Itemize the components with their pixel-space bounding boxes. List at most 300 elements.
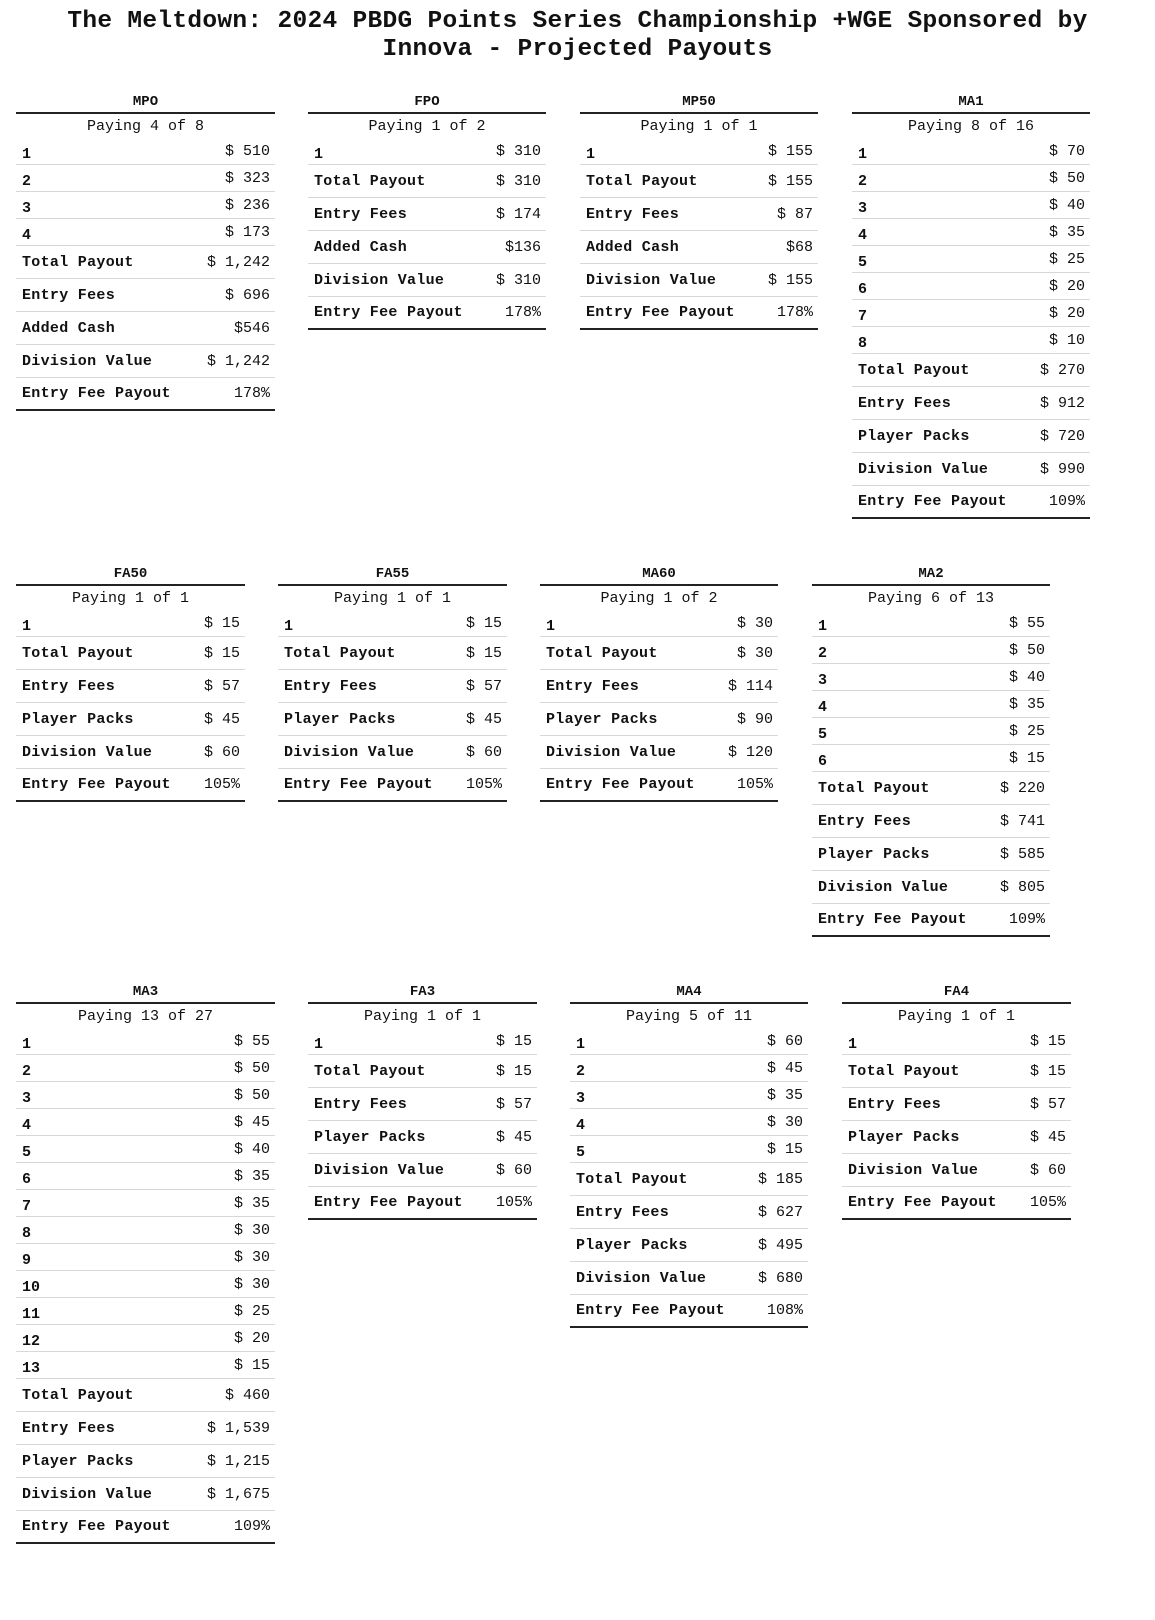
division-name: FA55 xyxy=(278,566,507,586)
division-table-ma2 xyxy=(812,566,1050,937)
payout-row xyxy=(852,192,1090,219)
payout-row xyxy=(852,246,1090,273)
summary-value: $ 185 xyxy=(757,1170,803,1188)
payout-amount: $ 45 xyxy=(766,1059,803,1077)
summary-label: Entry Fees xyxy=(314,1095,408,1113)
payout-amount: $ 50 xyxy=(233,1059,270,1077)
payout-amount: $ 15 xyxy=(1029,1032,1066,1050)
payout-row xyxy=(308,1028,537,1055)
payout-amount: $ 35 xyxy=(233,1194,270,1212)
division-name: FPO xyxy=(308,94,546,114)
place-number: 3 xyxy=(576,1090,586,1107)
summary-value: $ 495 xyxy=(757,1236,803,1254)
place-number: 9 xyxy=(22,1252,32,1269)
place-number: 2 xyxy=(858,173,868,190)
summary-value: $ 30 xyxy=(736,644,773,662)
place-number: 4 xyxy=(858,227,868,244)
summary-row xyxy=(16,670,245,703)
paying-count: Paying 13 of 27 xyxy=(77,1008,214,1025)
summary-label: Entry Fees xyxy=(848,1095,942,1113)
place-number: 8 xyxy=(22,1225,32,1242)
summary-value: $ 741 xyxy=(999,812,1045,830)
summary-label: Total Payout xyxy=(586,172,698,190)
summary-value: $ 60 xyxy=(495,1161,532,1179)
summary-label: Player Packs xyxy=(284,710,396,728)
summary-label: Entry Fee Payout xyxy=(546,776,695,793)
summary-value: $ 15 xyxy=(465,644,502,662)
summary-label: Total Payout xyxy=(314,1062,426,1080)
payout-amount: $ 15 xyxy=(766,1140,803,1158)
summary-row xyxy=(540,769,778,802)
summary-value: 105% xyxy=(1029,1194,1066,1211)
payout-row xyxy=(570,1028,808,1055)
summary-value: $ 220 xyxy=(999,779,1045,797)
summary-value: $ 90 xyxy=(736,710,773,728)
summary-value: $ 270 xyxy=(1039,361,1085,379)
payout-row xyxy=(16,219,275,246)
payout-amount: $ 10 xyxy=(1048,331,1085,349)
summary-row xyxy=(540,736,778,769)
place-number: 8 xyxy=(858,335,868,352)
summary-row xyxy=(308,1055,537,1088)
payout-row xyxy=(812,637,1050,664)
summary-value: $ 15 xyxy=(1029,1062,1066,1080)
summary-value: $ 87 xyxy=(776,205,813,223)
payout-amount: $ 323 xyxy=(224,169,270,187)
payout-row xyxy=(570,1055,808,1082)
summary-label: Total Payout xyxy=(546,644,658,662)
summary-value: $ 45 xyxy=(495,1128,532,1146)
summary-label: Entry Fee Payout xyxy=(22,1518,171,1535)
summary-value: $ 57 xyxy=(203,677,240,695)
summary-label: Total Payout xyxy=(22,644,134,662)
paying-count: Paying 1 of 1 xyxy=(71,590,190,607)
summary-row xyxy=(570,1262,808,1295)
place-number: 4 xyxy=(22,1117,32,1134)
summary-label: Entry Fees xyxy=(546,677,640,695)
place-number: 1 xyxy=(586,146,596,163)
summary-row xyxy=(308,1088,537,1121)
summary-value: $ 60 xyxy=(465,743,502,761)
summary-row xyxy=(580,264,818,297)
summary-value: 108% xyxy=(766,1302,803,1319)
place-number: 4 xyxy=(22,227,32,244)
payout-amount: $ 70 xyxy=(1048,142,1085,160)
division-table-fa55 xyxy=(278,566,507,802)
place-number: 5 xyxy=(818,726,828,743)
summary-value: $ 720 xyxy=(1039,427,1085,445)
summary-row xyxy=(570,1163,808,1196)
payout-amount: $ 35 xyxy=(1048,223,1085,241)
payout-amount: $ 35 xyxy=(233,1167,270,1185)
payout-amount: $ 20 xyxy=(1048,304,1085,322)
division-table-fa4 xyxy=(842,984,1071,1220)
payout-amount: $ 236 xyxy=(224,196,270,214)
payout-row xyxy=(308,138,546,165)
summary-label: Entry Fee Payout xyxy=(586,304,735,321)
payout-row xyxy=(852,219,1090,246)
payout-amount: $ 40 xyxy=(1048,196,1085,214)
summary-label: Entry Fees xyxy=(818,812,912,830)
division-table-fpo xyxy=(308,94,546,330)
payout-row xyxy=(16,1055,275,1082)
paying-count: Paying 1 of 2 xyxy=(368,118,486,135)
summary-row xyxy=(842,1187,1071,1220)
summary-label: Division Value xyxy=(22,352,153,370)
summary-row xyxy=(16,1379,275,1412)
summary-value: $ 310 xyxy=(495,172,541,190)
summary-row xyxy=(842,1121,1071,1154)
summary-row xyxy=(812,838,1050,871)
summary-label: Division Value xyxy=(576,1269,707,1287)
payout-row xyxy=(852,327,1090,354)
summary-row xyxy=(16,378,275,411)
summary-value: $ 627 xyxy=(757,1203,803,1221)
summary-value: $ 460 xyxy=(224,1386,270,1404)
place-number: 1 xyxy=(22,1036,32,1053)
payout-amount: $ 60 xyxy=(766,1032,803,1050)
summary-label: Total Payout xyxy=(284,644,396,662)
division-table-mp50 xyxy=(580,94,818,330)
summary-label: Entry Fees xyxy=(22,1419,116,1437)
place-number: 11 xyxy=(22,1306,41,1323)
summary-label: Entry Fee Payout xyxy=(858,493,1007,510)
summary-label: Division Value xyxy=(586,271,717,289)
payout-amount: $ 25 xyxy=(1048,250,1085,268)
summary-label: Player Packs xyxy=(22,1452,134,1470)
summary-label: Added Cash xyxy=(314,238,408,256)
place-number: 1 xyxy=(848,1036,858,1053)
summary-row xyxy=(308,1121,537,1154)
summary-label: Entry Fees xyxy=(314,205,408,223)
summary-label: Division Value xyxy=(314,271,445,289)
summary-label: Division Value xyxy=(22,1485,153,1503)
payout-amount: $ 40 xyxy=(233,1140,270,1158)
summary-row xyxy=(852,354,1090,387)
payout-row xyxy=(570,1136,808,1163)
summary-value: 105% xyxy=(495,1194,532,1211)
summary-row xyxy=(16,345,275,378)
paying-count: Paying 6 of 13 xyxy=(867,590,995,607)
payout-row xyxy=(16,1163,275,1190)
payout-row xyxy=(16,1109,275,1136)
payout-row xyxy=(16,1352,275,1379)
payout-amount: $ 15 xyxy=(495,1032,532,1050)
place-number: 2 xyxy=(576,1063,586,1080)
division-name: MPO xyxy=(16,94,275,114)
payout-amount: $ 55 xyxy=(1008,614,1045,632)
place-number: 3 xyxy=(858,200,868,217)
summary-row xyxy=(308,1154,537,1187)
division-table-ma3 xyxy=(16,984,275,1544)
summary-value: $ 120 xyxy=(727,743,773,761)
summary-value: $ 1,242 xyxy=(206,352,270,370)
summary-value: $ 310 xyxy=(495,271,541,289)
payout-row xyxy=(16,1082,275,1109)
division-table-ma4 xyxy=(570,984,808,1328)
payout-amount: $ 30 xyxy=(233,1248,270,1266)
paying-count: Paying 1 of 1 xyxy=(640,118,758,135)
payout-amount: $ 30 xyxy=(736,614,773,632)
summary-row xyxy=(812,772,1050,805)
summary-row xyxy=(540,670,778,703)
summary-label: Entry Fee Payout xyxy=(314,304,463,321)
summary-label: Player Packs xyxy=(314,1128,426,1146)
division-table-mpo xyxy=(16,94,275,411)
summary-row xyxy=(308,165,546,198)
summary-row xyxy=(540,637,778,670)
summary-row xyxy=(812,904,1050,937)
summary-row xyxy=(308,231,546,264)
summary-row xyxy=(16,246,275,279)
summary-label: Division Value xyxy=(314,1161,445,1179)
summary-label: Added Cash xyxy=(22,319,116,337)
page-title-line-1: The Meltdown: 2024 PBDG Points Series Championship +WGE Sponsored by xyxy=(67,8,1088,35)
summary-value: $ 1,675 xyxy=(206,1485,270,1503)
summary-label: Total Payout xyxy=(848,1062,960,1080)
summary-row xyxy=(570,1196,808,1229)
place-number: 1 xyxy=(22,146,32,163)
summary-row xyxy=(852,453,1090,486)
summary-row xyxy=(540,703,778,736)
division-table-fa3 xyxy=(308,984,537,1220)
division-name: MA2 xyxy=(812,566,1050,586)
place-number: 1 xyxy=(818,618,828,635)
summary-value: $ 57 xyxy=(1029,1095,1066,1113)
payout-row xyxy=(540,610,778,637)
summary-label: Entry Fee Payout xyxy=(22,385,171,402)
summary-value: $ 57 xyxy=(495,1095,532,1113)
place-number: 7 xyxy=(858,308,868,325)
payout-amount: $ 20 xyxy=(233,1329,270,1347)
summary-row xyxy=(580,198,818,231)
summary-row xyxy=(308,297,546,330)
summary-row xyxy=(842,1055,1071,1088)
summary-label: Entry Fee Payout xyxy=(576,1302,725,1319)
payout-amount: $ 15 xyxy=(203,614,240,632)
division-table-fa50 xyxy=(16,566,245,802)
payout-row xyxy=(812,610,1050,637)
summary-value: $ 114 xyxy=(727,677,773,695)
summary-row xyxy=(570,1229,808,1262)
summary-label: Entry Fee Payout xyxy=(314,1194,463,1211)
summary-label: Entry Fee Payout xyxy=(848,1194,997,1211)
payout-amount: $ 40 xyxy=(1008,668,1045,686)
payout-row xyxy=(16,1325,275,1352)
division-name: FA3 xyxy=(308,984,537,1004)
summary-label: Entry Fees xyxy=(22,286,116,304)
summary-label: Player Packs xyxy=(818,845,930,863)
payout-amount: $ 55 xyxy=(233,1032,270,1050)
summary-row xyxy=(278,769,507,802)
division-table-ma1 xyxy=(852,94,1090,519)
summary-row xyxy=(16,736,245,769)
payout-amount: $ 15 xyxy=(465,614,502,632)
summary-row xyxy=(570,1295,808,1328)
summary-row xyxy=(16,279,275,312)
payout-amount: $ 15 xyxy=(1008,749,1045,767)
payout-row xyxy=(812,691,1050,718)
summary-row xyxy=(278,736,507,769)
summary-row xyxy=(16,1478,275,1511)
summary-value: $ 1,539 xyxy=(206,1419,270,1437)
place-number: 4 xyxy=(818,699,828,716)
place-number: 2 xyxy=(22,173,32,190)
summary-label: Entry Fee Payout xyxy=(22,776,171,793)
paying-count: Paying 1 of 1 xyxy=(897,1008,1016,1025)
summary-value: 109% xyxy=(1048,493,1085,510)
summary-value: $ 696 xyxy=(224,286,270,304)
payout-amount: $ 50 xyxy=(1048,169,1085,187)
summary-value: $ 15 xyxy=(203,644,240,662)
paying-count: Paying 8 of 16 xyxy=(907,118,1035,135)
summary-row xyxy=(16,1445,275,1478)
payout-amount: $ 510 xyxy=(224,142,270,160)
summary-label: Total Payout xyxy=(818,779,930,797)
place-number: 6 xyxy=(818,753,828,770)
summary-label: Entry Fees xyxy=(586,205,680,223)
place-number: 1 xyxy=(284,618,294,635)
payout-row xyxy=(570,1082,808,1109)
payout-row xyxy=(16,1136,275,1163)
summary-label: Added Cash xyxy=(586,238,680,256)
summary-label: Division Value xyxy=(22,743,153,761)
paying-count: Paying 5 of 11 xyxy=(625,1008,753,1025)
summary-label: Player Packs xyxy=(22,710,134,728)
summary-value: $ 912 xyxy=(1039,394,1085,412)
summary-label: Player Packs xyxy=(546,710,658,728)
summary-label: Total Payout xyxy=(858,361,970,379)
division-table-ma60 xyxy=(540,566,778,802)
summary-label: Player Packs xyxy=(858,427,970,445)
paying-count: Paying 1 of 2 xyxy=(600,590,718,607)
summary-value: $ 174 xyxy=(495,205,541,223)
summary-value: 178% xyxy=(776,304,813,321)
division-name: FA4 xyxy=(842,984,1071,1004)
summary-label: Division Value xyxy=(858,460,989,478)
summary-row xyxy=(278,703,507,736)
summary-row xyxy=(812,805,1050,838)
summary-row xyxy=(16,1511,275,1544)
payout-amount: $ 25 xyxy=(1008,722,1045,740)
place-number: 7 xyxy=(22,1198,32,1215)
payout-row xyxy=(16,1028,275,1055)
summary-row xyxy=(580,297,818,330)
place-number: 1 xyxy=(546,618,556,635)
place-number: 12 xyxy=(22,1333,41,1350)
summary-value: 109% xyxy=(1008,911,1045,928)
payout-amount: $ 50 xyxy=(233,1086,270,1104)
payout-row xyxy=(16,1298,275,1325)
summary-row xyxy=(852,486,1090,519)
summary-value: 178% xyxy=(233,385,270,402)
summary-value: 105% xyxy=(203,776,240,793)
summary-row xyxy=(842,1154,1071,1187)
summary-value: $ 155 xyxy=(767,172,813,190)
payout-amount: $ 173 xyxy=(224,223,270,241)
payout-amount: $ 45 xyxy=(233,1113,270,1131)
payout-row xyxy=(812,664,1050,691)
payout-row xyxy=(842,1028,1071,1055)
summary-value: $ 585 xyxy=(999,845,1045,863)
summary-row xyxy=(308,198,546,231)
summary-row xyxy=(278,637,507,670)
summary-row xyxy=(812,871,1050,904)
summary-value: $ 45 xyxy=(203,710,240,728)
summary-value: $ 805 xyxy=(999,878,1045,896)
payout-row xyxy=(852,138,1090,165)
summary-label: Division Value xyxy=(546,743,677,761)
summary-row xyxy=(308,1187,537,1220)
place-number: 2 xyxy=(22,1063,32,1080)
summary-row xyxy=(16,1412,275,1445)
payout-amount: $ 30 xyxy=(766,1113,803,1131)
payout-row xyxy=(16,165,275,192)
place-number: 5 xyxy=(576,1144,586,1161)
division-name: MA4 xyxy=(570,984,808,1004)
summary-value: $ 60 xyxy=(1029,1161,1066,1179)
summary-label: Total Payout xyxy=(576,1170,688,1188)
place-number: 5 xyxy=(22,1144,32,1161)
paying-count: Paying 4 of 8 xyxy=(86,118,205,135)
payout-row xyxy=(852,300,1090,327)
summary-row xyxy=(308,264,546,297)
division-name: MA3 xyxy=(16,984,275,1004)
summary-label: Total Payout xyxy=(314,172,426,190)
summary-row xyxy=(16,312,275,345)
summary-value: $546 xyxy=(233,319,270,337)
payout-row xyxy=(16,138,275,165)
paying-count: Paying 1 of 1 xyxy=(363,1008,482,1025)
payout-amount: $ 50 xyxy=(1008,641,1045,659)
summary-label: Player Packs xyxy=(848,1128,960,1146)
place-number: 13 xyxy=(22,1360,41,1377)
place-number: 1 xyxy=(314,1036,324,1053)
division-name: FA50 xyxy=(16,566,245,586)
place-number: 1 xyxy=(576,1036,586,1053)
payout-amount: $ 35 xyxy=(1008,695,1045,713)
summary-row xyxy=(278,670,507,703)
summary-label: Total Payout xyxy=(22,253,134,271)
payout-row xyxy=(812,745,1050,772)
payout-row xyxy=(16,1190,275,1217)
place-number: 3 xyxy=(22,200,32,217)
summary-row xyxy=(580,165,818,198)
summary-row xyxy=(852,420,1090,453)
payout-row xyxy=(812,718,1050,745)
place-number: 1 xyxy=(314,146,324,163)
summary-row xyxy=(580,231,818,264)
place-number: 5 xyxy=(858,254,868,271)
summary-value: 105% xyxy=(736,776,773,793)
summary-value: $ 15 xyxy=(495,1062,532,1080)
summary-value: $ 680 xyxy=(757,1269,803,1287)
payout-amount: $ 30 xyxy=(233,1221,270,1239)
summary-value: $ 990 xyxy=(1039,460,1085,478)
summary-value: $ 45 xyxy=(1029,1128,1066,1146)
payout-row xyxy=(16,1244,275,1271)
summary-value: $ 57 xyxy=(465,677,502,695)
division-name: MP50 xyxy=(580,94,818,114)
summary-value: 178% xyxy=(504,304,541,321)
place-number: 10 xyxy=(22,1279,41,1296)
payout-amount: $ 155 xyxy=(767,142,813,160)
place-number: 1 xyxy=(22,618,32,635)
payout-row xyxy=(16,1217,275,1244)
summary-label: Division Value xyxy=(284,743,415,761)
payout-amount: $ 35 xyxy=(766,1086,803,1104)
summary-row xyxy=(16,769,245,802)
